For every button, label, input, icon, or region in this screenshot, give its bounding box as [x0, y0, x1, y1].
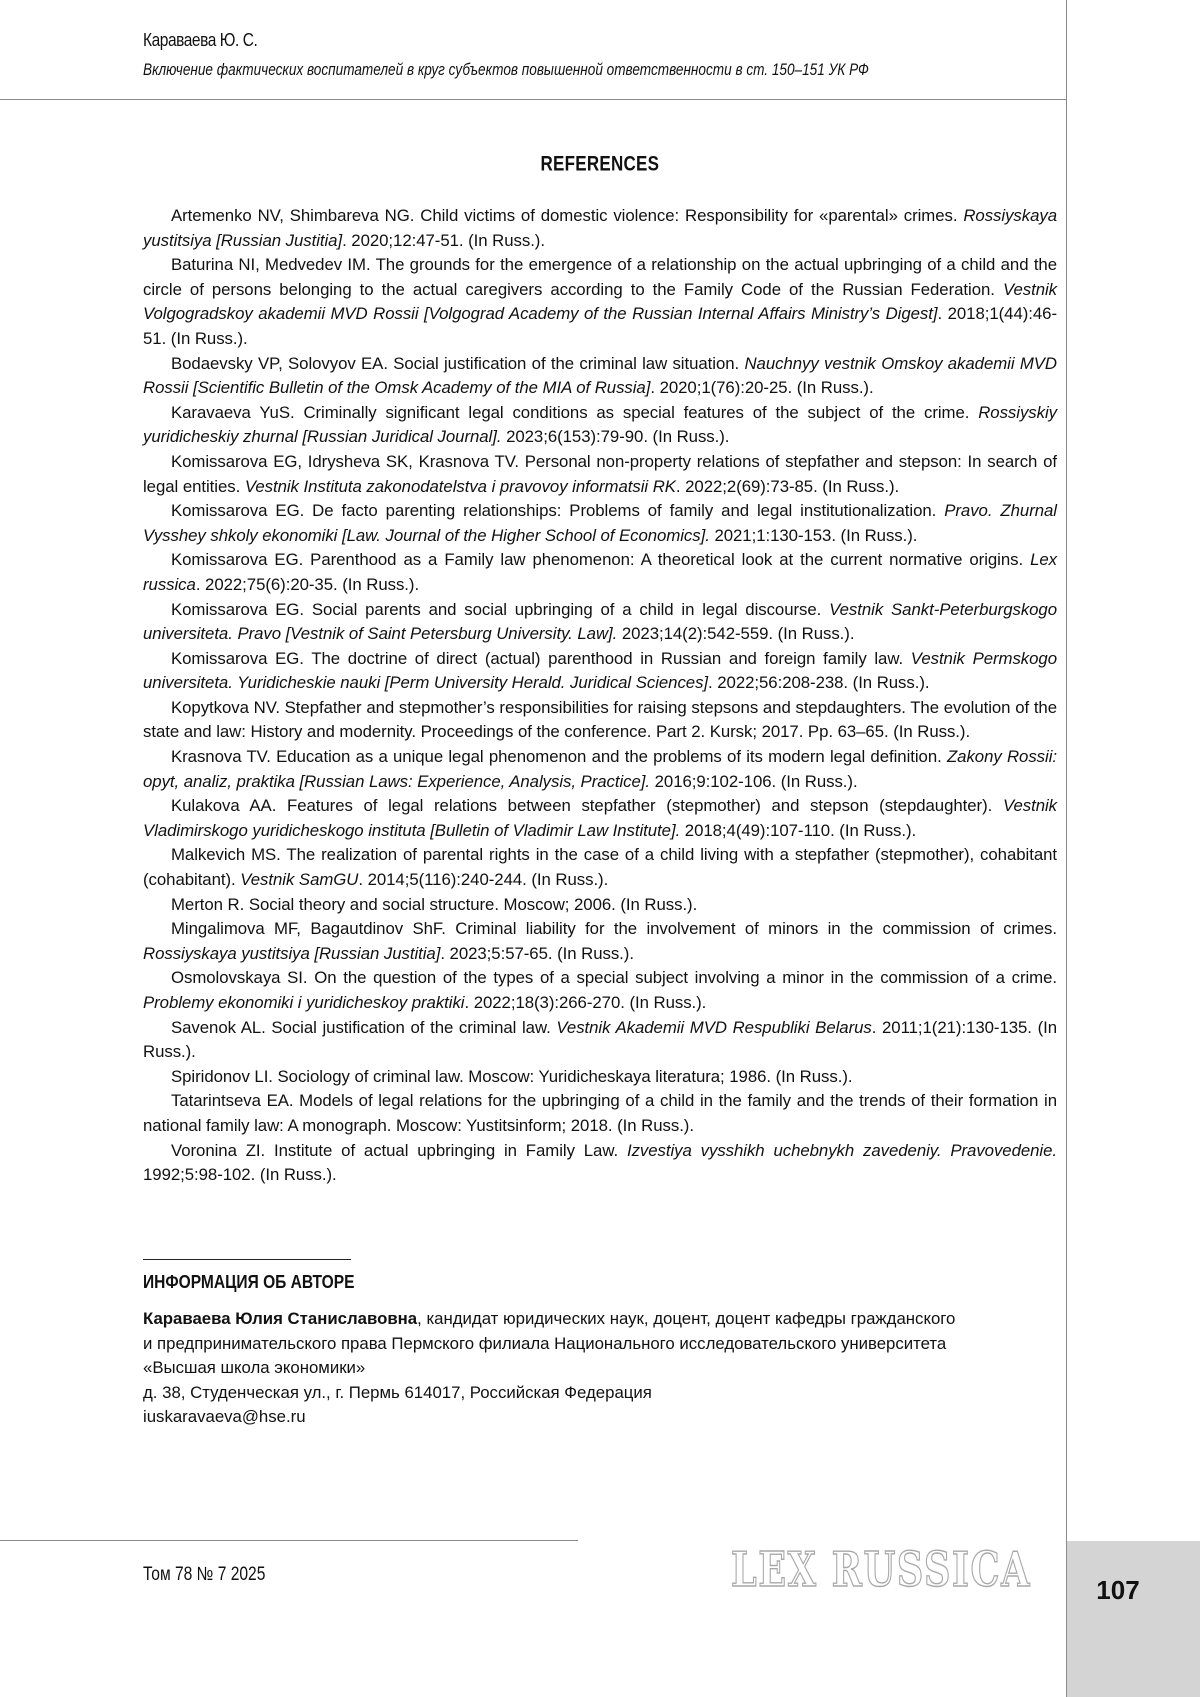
- reference-text: Komissarova EG. Parenthood as a Family law phenomenon: A theoretical look at the current normative origins.: [171, 550, 1031, 570]
- author-info-heading: ИНФОРМАЦИЯ ОБ АВТОРЕ: [143, 1271, 355, 1292]
- header-article-title: Включение фактических воспитателей в круг субъектов повышенной ответственности в ст. 150–151 УК РФ: [143, 60, 869, 79]
- references-heading-text: REFERENCES: [540, 152, 660, 176]
- footer-divider: [0, 1540, 578, 1541]
- reference-item: [143, 843, 1057, 892]
- reference-text: Kopytkova NV. Stepfather and stepmother’s responsibilities for raising stepsons and stepdaughters. The evolution of the state and law: History and modernity. Proceedings of the conference. Part 2. Kursk; 2017. Pp. 63–65. (In Russ.).: [143, 697, 1057, 742]
- reference-details: . 2014;5(116):240-244. (In Russ.).: [358, 870, 609, 890]
- running-header: [143, 30, 1053, 80]
- journal-logo: [728, 1540, 1034, 1600]
- reference-item: [143, 1089, 1057, 1138]
- reference-item: [143, 917, 1057, 966]
- reference-details: . 2023;5:57-65. (In Russ.).: [440, 943, 634, 963]
- reference-item: [143, 253, 1057, 351]
- reference-journal: Vestnik Volgogradskoy akademii MVD Rossii [Volgograd Academy of the Russian Internal Affairs Ministry’s Digest]: [143, 279, 1057, 324]
- header-divider: [0, 99, 1066, 100]
- reference-item: [143, 1016, 1057, 1065]
- reference-details: 2023;6(153):79-90. (In Russ.).: [501, 427, 730, 447]
- right-margin-bar: [1066, 0, 1200, 1697]
- reference-journal: Nauchnyy vestnik Omskoy akademii MVD Rossii [Scientific Bulletin of the Omsk Academy of the MIA of Russia]: [143, 353, 1057, 398]
- reference-journal: Rossiyskaya yustitsiya [Russian Justitia]: [143, 943, 441, 963]
- reference-text: Tatarintseva EA. Models of legal relations for the upbringing of a child in the family and the trends of their formation in national family law: A monograph. Moscow: Yustitsinform; 2018. (In Russ.).: [143, 1091, 1057, 1135]
- reference-item: [143, 794, 1057, 843]
- reference-details: 2021;1:130-153. (In Russ.).: [709, 525, 918, 545]
- reference-text: Krasnova TV. Education as a unique legal phenomenon and the problems of its modern legal definition.: [171, 747, 947, 767]
- reference-details: . 2022;56:208-238. (In Russ.).: [708, 673, 930, 693]
- reference-item: [143, 1139, 1057, 1188]
- reference-journal: Vestnik Sankt-Peterburgskogo universiteta. Pravo [Vestnik of Saint Petersburg University. Law].: [143, 599, 1058, 644]
- reference-text: Voronina ZI. Institute of actual upbringing in Family Law.: [171, 1140, 627, 1160]
- reference-journal: Vestnik Vladimirskogo yuridicheskogo instituta [Bulletin of Vladimir Law Institute].: [143, 796, 1057, 840]
- author-info-line-1: [143, 1307, 1057, 1332]
- reference-details: . 2022;2(69):73-85. (In Russ.).: [675, 476, 900, 496]
- reference-details: 2016;9:102-106. (In Russ.).: [650, 771, 858, 791]
- reference-journal: Vestnik Permskogo universiteta. Yuridicheskie nauki [Perm University Herald. Juridical Sciences]: [143, 648, 1057, 693]
- reference-journal: Rossiyskaya yustitsiya [Russian Justitia]: [143, 206, 1057, 250]
- reference-details: 1992;5:98-102. (In Russ.).: [143, 1165, 337, 1185]
- reference-journal: Vestnik Akademii MVD Respubliki Belarus: [556, 1017, 872, 1037]
- reference-text: Osmolovskaya SI. On the question of the types of a special subject involving a minor in the commission of a crime.: [171, 968, 1057, 988]
- reference-journal: Pravo. Zhurnal Vysshey shkoly ekonomiki [Law. Journal of the Higher School of Economics].: [143, 501, 1057, 545]
- reference-details: . 2011;1(21):130-135. (In Russ.).: [143, 1017, 1058, 1062]
- reference-text: Bodaevsky VP, Solovyov EA. Social justification of the criminal law situation.: [171, 353, 745, 373]
- header-author: Караваева Ю. С.: [143, 30, 258, 50]
- author-description-1: , кандидат юридических наук, доцент, доцент кафедры гражданского: [417, 1309, 956, 1328]
- reference-journal: Rossiyskiy yuridicheskiy zhurnal [Russian Juridical Journal].: [143, 402, 1057, 447]
- author-info: [143, 1307, 1057, 1430]
- reference-text: Komissarova EG. De facto parenting relationships: Problems of family and legal institutionalization.: [171, 501, 945, 521]
- reference-journal: Problemy ekonomiki i yuridicheskoy praktiki: [143, 993, 465, 1012]
- reference-text: Savenok AL. Social justification of the criminal law.: [171, 1017, 557, 1037]
- author-email: iuskaravaeva@hse.ru: [143, 1407, 306, 1426]
- reference-details: . 2018;1(44):46-51. (In Russ.).: [143, 304, 1057, 348]
- reference-journal: Vestnik Instituta zakonodatelstva i pravovoy informatsii RK: [244, 476, 676, 496]
- reference-text: Kulakova AA. Features of legal relations between stepfather (stepmother) and stepson (stepdaughter).: [171, 796, 1003, 816]
- reference-details: . 2022;75(6):20-35. (In Russ.).: [195, 574, 420, 594]
- reference-text: Artemenko NV, Shimbareva NG. Child victims of domestic violence: Responsibility for «parental» crimes.: [171, 206, 964, 225]
- reference-text: Merton R. Social theory and social structure. Moscow; 2006. (In Russ.).: [171, 894, 698, 914]
- reference-details: . 2020;1(76):20-25. (In Russ.).: [650, 378, 874, 398]
- reference-text: Karavaeva YuS. Criminally significant legal conditions as special features of the subject of the crime.: [171, 402, 979, 422]
- reference-text: Komissarova EG. The doctrine of direct (actual) parenthood in Russian and foreign family law.: [171, 648, 911, 668]
- reference-details: 2023;14(2):542-559. (In Russ.).: [617, 624, 855, 644]
- reference-details: 2018;4(49):107-110. (In Russ.).: [680, 820, 917, 840]
- issue-info: Том 78 № 7 2025: [143, 1564, 266, 1585]
- author-description-3: «Высшая школа экономики»: [143, 1358, 366, 1377]
- reference-text: Komissarova EG. Social parents and social upbringing of a child in legal discourse.: [171, 599, 830, 619]
- reference-item: [143, 450, 1057, 499]
- reference-text: Malkevich MS. The realization of parental rights in the case of a child living with a stepfather (stepmother), cohabitant (cohabitant).: [143, 845, 1057, 890]
- reference-item: [143, 401, 1057, 450]
- reference-text: Mingalimova MF, Bagautdinov ShF. Criminal liability for the involvement of minors in the commission of crimes.: [171, 919, 1057, 939]
- reference-details: . 2022;18(3):266-270. (In Russ.).: [464, 993, 707, 1012]
- page-number-box: [1067, 1541, 1200, 1697]
- reference-item: [143, 598, 1057, 647]
- reference-item: [143, 647, 1057, 696]
- reference-item: [143, 499, 1057, 548]
- references-list: [143, 204, 1057, 1188]
- reference-journal: Izvestiya vysshikh uchebnykh zavedeniy. Pravovedenie.: [626, 1140, 1057, 1160]
- reference-journal: Vestnik SamGU: [240, 870, 359, 890]
- reference-item: [143, 696, 1057, 745]
- section-divider: [143, 1259, 351, 1260]
- reference-item: [143, 1065, 1057, 1090]
- reference-text: Komissarova EG, Idrysheva SK, Krasnova TV. Personal non-property relations of stepfather and stepson: In search of legal entities.: [143, 451, 1057, 496]
- reference-item: [143, 548, 1057, 597]
- reference-item: [143, 204, 1057, 253]
- author-description-2: и предпринимательского права Пермского филиала Национального исследовательского университета: [143, 1333, 947, 1353]
- reference-item: [143, 745, 1057, 794]
- journal-logo-text: LEX RUSSICA: [731, 1542, 1031, 1598]
- reference-details: . 2020;12:47-51. (In Russ.).: [342, 230, 545, 250]
- references-heading: [143, 152, 1057, 176]
- page-number: 107: [1096, 1575, 1140, 1605]
- reference-text: Spiridonov LI. Sociology of criminal law. Moscow: Yuridicheskaya literatura; 1986. (In Russ.).: [171, 1066, 853, 1086]
- author-name: Караваева Юлия Станиславовна: [143, 1309, 418, 1328]
- reference-journal: Lex russica: [143, 550, 1057, 594]
- author-address: д. 38, Студенческая ул., г. Пермь 614017, Российская Федерация: [143, 1382, 652, 1402]
- reference-item: [143, 893, 1057, 918]
- reference-text: Baturina NI, Medvedev IM. The grounds for the emergence of a relationship on the actual upbringing of a child and the circle of persons belonging to the actual caregivers according to the Family Code of the Russian Federation.: [143, 255, 1057, 299]
- reference-journal: Zakony Rossii: opyt, analiz, praktika [Russian Laws: Experience, Analysis, Practice].: [143, 747, 1057, 791]
- reference-item: [143, 352, 1057, 401]
- reference-item: [143, 966, 1057, 1015]
